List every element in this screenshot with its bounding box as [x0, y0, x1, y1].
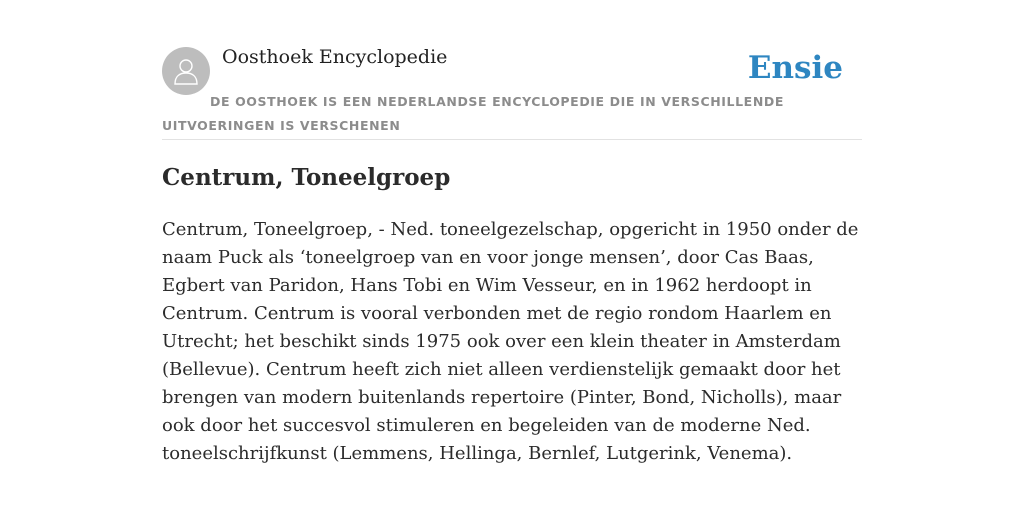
page-container	[162, 0, 862, 464]
article-title: Centrum, Toneelgroep	[162, 164, 451, 191]
source-description: DE OOSTHOEK IS EEN NEDERLANDSE ENCYCLOPEDIE DIE IN VERSCHILLENDE UITVOERINGEN IS VERSCHENEN	[162, 94, 784, 133]
source-avatar[interactable]	[162, 47, 210, 95]
article-body: Centrum, Toneelgroep, - Ned. toneelgezelschap, opgericht in 1950 onder de naam Puck als ‘toneelgroep van en voor jonge mensen’, door Cas Baas, Egbert van Paridon, Hans Tobi en Wim Vesseur, en in 1962 herdoopt in Centrum. Centrum is vooral verbonden met de regio rondom Haarlem en Utrecht; het beschikt sinds 1975 ook over een klein theater in Amsterdam (Bellevue). Centrum heeft zich niet alleen verdienstelijk gemaakt door het brengen van modern buitenlands repertoire (Pinter, Bond, Nicholls), maar ook door het succesvol stimuleren en begeleiden van de moderne Ned. toneelschrijfkunst (Lemmens, Hellinga, Bernlef, Lutgerink, Venema).	[162, 219, 859, 464]
source-header	[162, 0, 862, 140]
source-name[interactable]: Oosthoek Encyclopedie	[222, 46, 448, 68]
user-silhouette-icon	[173, 57, 199, 85]
brand-logo[interactable]: Ensie	[747, 50, 843, 86]
